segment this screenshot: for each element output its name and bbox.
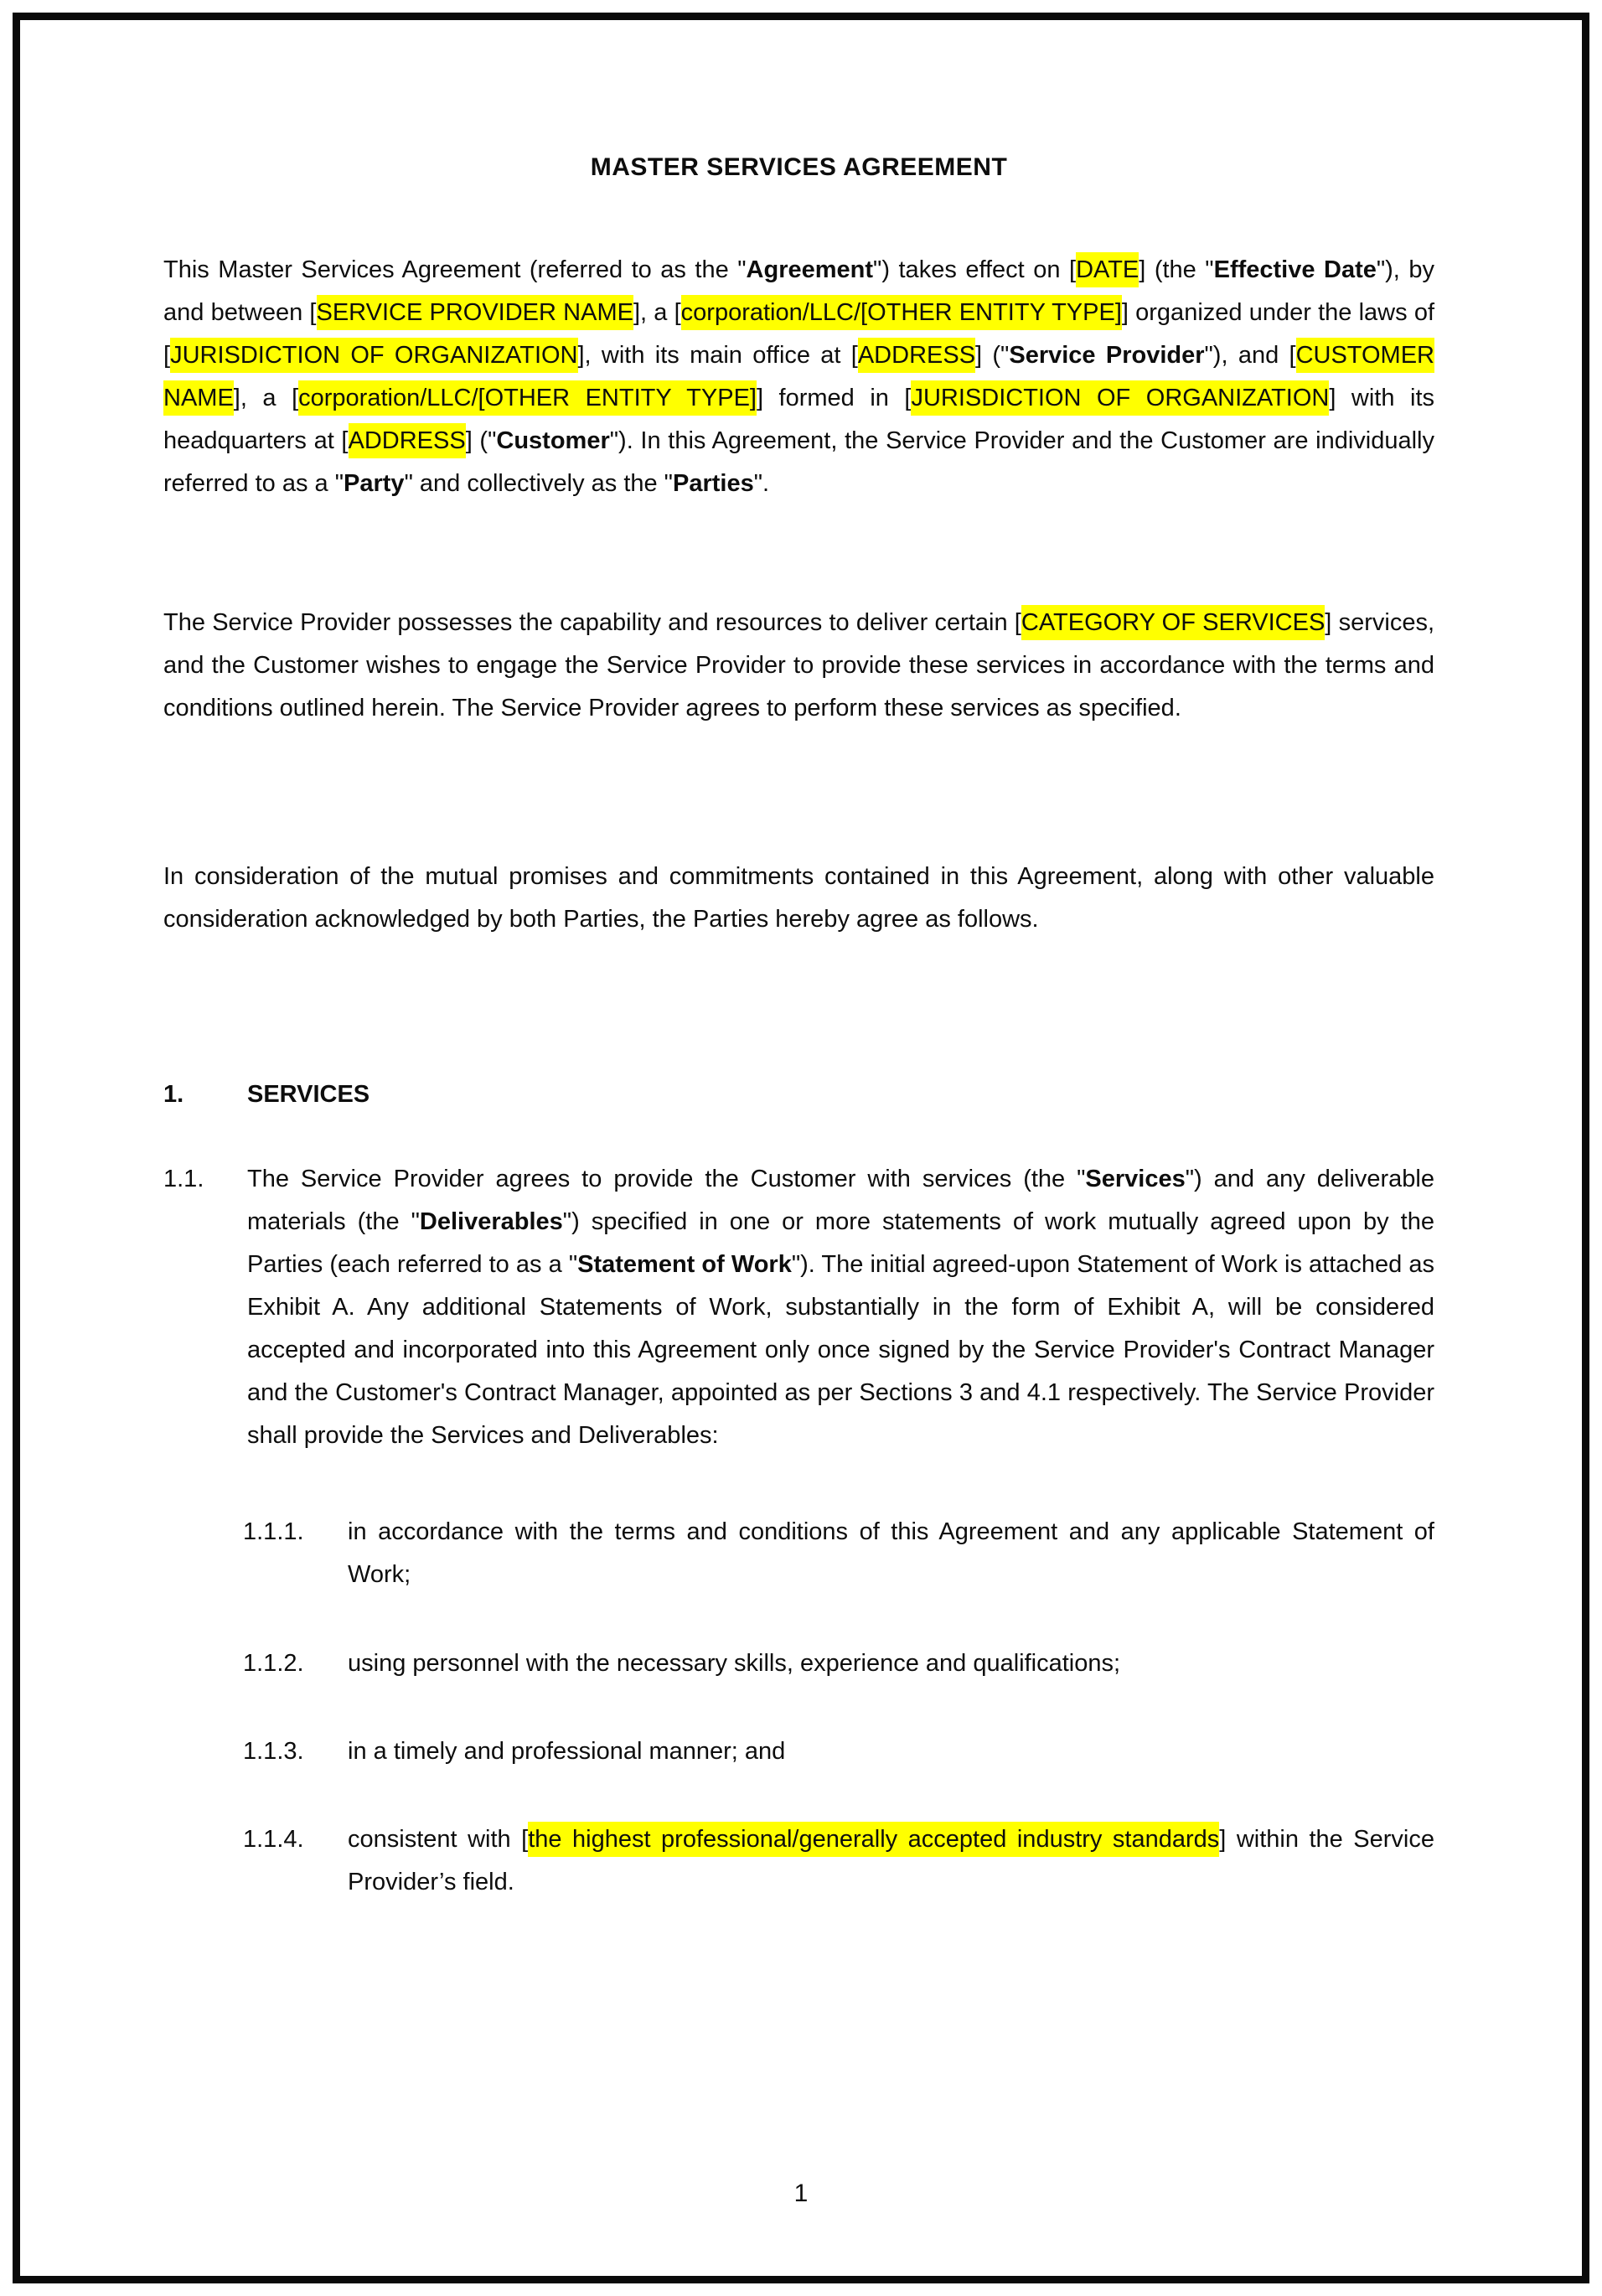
subclause-1-1-1-number: 1.1.1. [243,1518,304,1545]
highlighted-placeholder: SERVICE PROVIDER NAME [317,295,633,330]
text-run: ") and any deliverable materials (the " [247,1166,1434,1235]
capability-paragraph [163,602,1434,730]
intro-paragraph [163,249,1434,505]
page-footer [0,2180,1602,2208]
highlighted-placeholder: corporation/LLC/[OTHER ENTITY TYPE] [298,380,757,416]
highlighted-placeholder: JURISDICTION OF ORGANIZATION [170,338,577,373]
text-run: ") takes effect on [ [873,256,1077,283]
text-run: ] (" [465,427,497,454]
subclause-1-1-3 [243,1730,1434,1773]
bold-term: Agreement [746,256,874,283]
text-run: "). The initial agreed-upon Statement of Work is attached as Exhibit A. Any additional Statements of Work, substantially in the form of Exhibit A, will be considered accepted and incorporated into this Agreement only once signed by the Service Provider's Contract Manager and the Customer's Contract Manager, appointed as per Sections 3 and 4.1 respectively. The Service Provider shall provide the Services and Deliverables: [247,1251,1435,1449]
bold-term: Customer [496,427,610,454]
section-1-number: 1. [163,1081,184,1108]
text-run: in a timely and professional manner; and [348,1738,786,1765]
text-run: ] (the " [1139,256,1214,283]
text-run: "). In this Agreement, the Service Provider and the Customer are individually referred to as a " [163,427,1434,497]
clause-1-1-text [247,1158,1434,1457]
text-run: ], a [ [633,299,681,326]
subclause-1-1-4 [243,1818,1434,1904]
highlighted-placeholder: JURISDICTION OF ORGANIZATION [911,380,1329,416]
text-run: ] (" [975,342,1010,369]
subclause-1-1-2 [243,1642,1434,1685]
text-run: "), by and between [ [163,256,1435,326]
bold-term: Statement of Work [577,1251,792,1278]
text-run: using personnel with the necessary skills, experience and qualifications; [348,1650,1121,1677]
subclause-1-1-1-text [348,1511,1434,1596]
text-run: The Service Provider agrees to provide the Customer with services (the " [247,1166,1086,1192]
text-run: The Service Provider possesses the capability and resources to deliver certain [ [163,609,1021,636]
bold-term: Parties [672,470,754,497]
text-run: ] with its headquarters at [ [163,385,1434,454]
text-run: ". [753,470,770,497]
text-run: ] within the Service Provider’s field. [348,1826,1435,1895]
text-run: consistent with [ [348,1826,529,1853]
highlighted-placeholder: corporation/LLC/[OTHER ENTITY TYPE] [681,295,1122,330]
bold-term: Party [344,470,405,497]
bold-term: Deliverables [419,1208,563,1235]
text-run: in accordance with the terms and conditions of this Agreement and any applicable Statement of Work; [348,1518,1434,1588]
document-title: MASTER SERVICES AGREEMENT [590,153,1008,181]
text-run: "), and [ [1204,342,1296,369]
text-run: ] organized under the laws of [ [163,299,1435,369]
text-run: " and collectively as the " [404,470,673,497]
page-border [13,13,1589,2283]
text-run: ] formed in [ [756,385,912,411]
section-1-title: SERVICES [247,1081,370,1108]
subclause-1-1-2-number: 1.1.2. [243,1650,304,1677]
text-run: ], with its main office at [ [577,342,858,369]
highlighted-placeholder: ADDRESS [349,423,466,458]
text-run: ") specified in one or more statements of work mutually agreed upon by the Parties (each referred to as a " [247,1208,1434,1278]
subclause-1-1-2-text [348,1642,1434,1685]
subclause-1-1-4-text [348,1818,1434,1904]
section-1-heading [163,1073,1434,1116]
highlighted-placeholder: DATE [1076,252,1139,287]
clause-1-1 [163,1158,1434,1457]
highlighted-placeholder: ADDRESS [858,338,975,373]
text-run: ] services, and the Customer wishes to engage the Service Provider to provide these services in accordance with the terms and conditions outlined herein. The Service Provider agrees to perform these services as specified. [163,609,1435,721]
text-run: ], a [ [233,385,299,411]
highlighted-placeholder: CATEGORY OF SERVICES [1021,605,1325,640]
bold-term: Services [1085,1166,1186,1192]
highlighted-placeholder: CUSTOMER NAME [163,338,1434,416]
text-run: This Master Services Agreement (referred to as the " [163,256,747,283]
bold-term: Effective Date [1213,256,1377,283]
subclause-1-1-3-number: 1.1.3. [243,1738,304,1765]
subclause-1-1-1 [243,1511,1434,1596]
subclause-1-1-4-number: 1.1.4. [243,1826,304,1853]
clause-1-1-number: 1.1. [163,1166,204,1192]
bold-term: Service Provider [1009,342,1205,369]
text-run: In consideration of the mutual promises and commitments contained in this Agreement, along with other valuable consideration acknowledged by both Parties, the Parties hereby agree as follows. [163,863,1434,933]
highlighted-placeholder: the highest professional/generally accepted industry standards [528,1822,1219,1857]
page-number: 1 [793,2180,809,2207]
subclause-1-1-3-text [348,1730,1434,1773]
consideration-paragraph [163,856,1434,941]
